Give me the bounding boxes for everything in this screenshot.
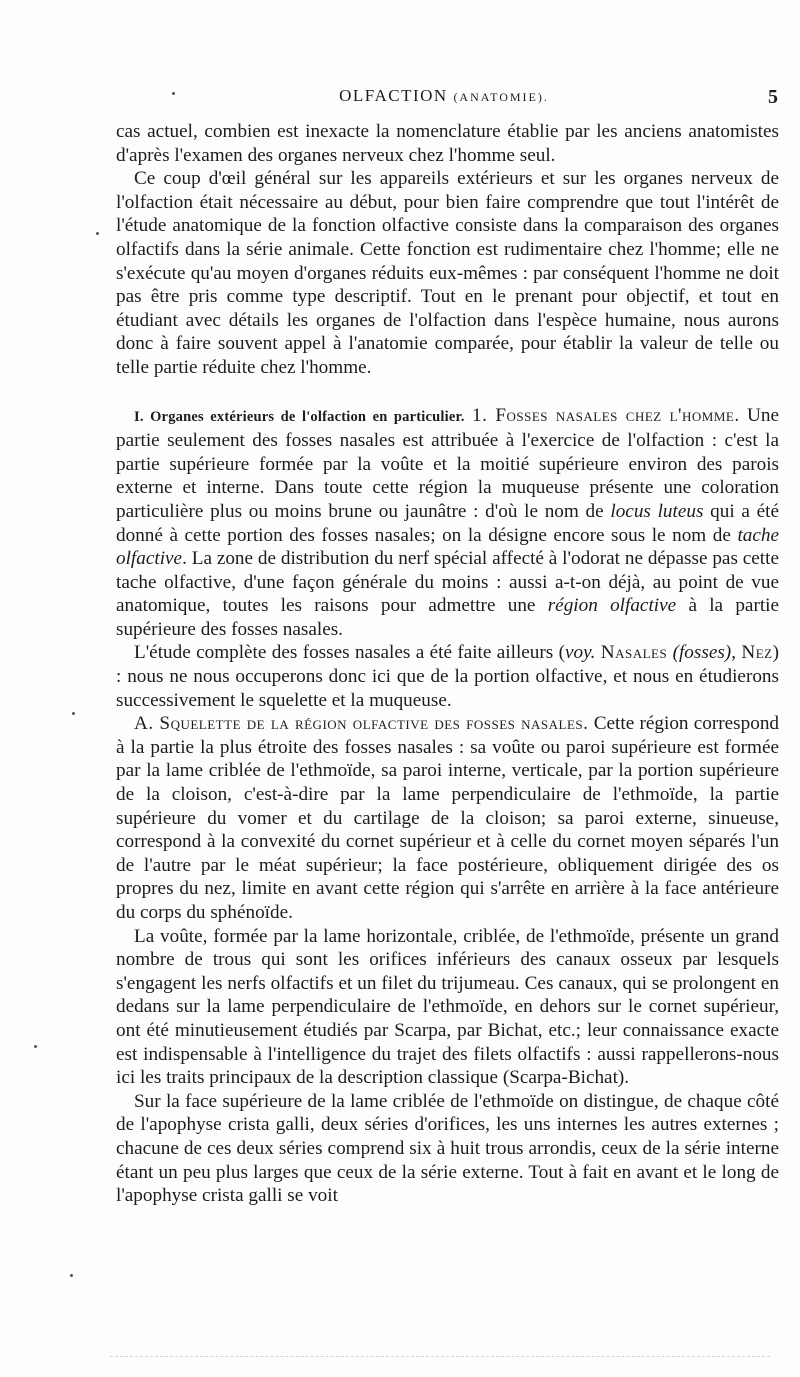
print-speck xyxy=(72,712,75,715)
cross-ref-fosses: (fosses) xyxy=(672,642,732,664)
paragraph-3 xyxy=(116,404,779,642)
paragraph-3-text-d: à la partie supérieure des fosses nasales. xyxy=(116,595,780,640)
section-gap xyxy=(116,380,779,404)
term-region-olfactive: région olfactive xyxy=(547,595,677,617)
term-locus-luteus: locus luteus xyxy=(610,500,704,522)
page-header xyxy=(110,86,778,114)
page-body xyxy=(116,120,779,1208)
cross-ref-separator: , xyxy=(731,642,736,664)
subsection-heading: 1. Fosses nasales chez l'homme. xyxy=(472,404,740,426)
paragraph-4 xyxy=(116,641,779,712)
page-bottom-marks xyxy=(110,1356,770,1361)
paragraph-3-text-b: qui a été donné à cette portion des fosses nasales; on la désigne encore sous le nom de xyxy=(116,500,779,546)
paragraph-4-text-a: L'étude complète des fosses nasales a été faite ailleurs ( xyxy=(134,642,565,664)
section-heading: I. Organes extérieurs de l'olfaction en particulier. xyxy=(134,408,465,425)
cross-ref-nasales: Nasales xyxy=(600,642,668,664)
running-title-main: OLFACTION xyxy=(339,86,448,105)
paragraph-4-text-b: ) : nous ne nous occuperons donc ici que de la portion olfactive, et nous en étudierons successivement le squelette et la muqueuse. xyxy=(116,642,779,711)
subsection-a-heading: A. Squelette de la région olfactive des fosses nasales. xyxy=(134,713,589,735)
print-speck xyxy=(34,1045,37,1048)
running-title-subtitle: (ANATOMIE). xyxy=(453,90,549,104)
paragraph-5-text: Cette région correspond à la partie la plus étroite des fosses nasales : sa voûte ou paroi supérieure est formée par la lame criblée de l'ethmoïde, sa paroi interne, verticale, par la portion supérieure de la cloison, c'est-à-dire par la lame perpendiculaire de l'ethmoïde, la partie supérieure du vomer et du cartilage de la cloison; sa paroi externe, sinueuse, correspond à la convexité du cornet supérieur et à celle du cornet moyen séparés l'un de l'autre par le méat supérieur; la face postérieure, obliquement dirigée des os propres du nez, limite en avant cette région qui s'arrête en arrière à la face antérieure du corps du sphénoïde. xyxy=(116,713,780,923)
paragraph-3-text-a: Une partie seulement des fosses nasales est attribuée à l'exercice de l'olfaction : c'est la partie supérieure formée par la voûte et la moitié supérieure environ des parois externe et interne. Dans toute cette région la muqueuse présente une coloration particulière plus ou moins brune ou jaunâtre : d'où le nom de xyxy=(116,404,780,522)
print-speck xyxy=(96,232,99,235)
running-title xyxy=(110,86,778,106)
term-tache-olfactive: tache olfactive xyxy=(116,524,779,570)
paragraph-7: Sur la face supérieure de la lame criblée de l'ethmoïde on distingue, de chaque côté de l'apophyse crista galli, deux séries d'orifices, les uns internes les autres externes ; chacune de ces deux séries comprend six à huit trous arrondis, ceux de la série interne étant un peu plus larges que ceux de la série externe. Tout à fait en avant et le long de l'apophyse crista galli se voit xyxy=(116,1090,779,1207)
cross-ref-voy: voy. xyxy=(565,642,596,664)
paragraph-1: cas actuel, combien est inexacte la nomenclature établie par les anciens anatomistes d'après l'examen des organes nerveux chez l'homme seul. xyxy=(116,121,779,166)
print-speck xyxy=(70,1274,73,1277)
paragraph-6: La voûte, formée par la lame horizontale, criblée, de l'ethmoïde, présente un grand nombre de trous qui sont les orifices inférieurs des canaux osseux par lesquels s'engagent les nerfs olfactifs et un filet du trijumeau. Ces canaux, qui se prolongent en dedans sur la lame perpendiculaire de l'ethmoïde, en dehors sur le cornet supérieur, ont été minutieusement étudiés par Scarpa, par Bichat, etc.; leur connaissance exacte est indispensable à l'intelligence du trajet des filets olfactifs : aussi rappellerons-nous ici les traits principaux de la description classique (Scarpa-Bichat). xyxy=(116,925,779,1089)
cross-ref-nez: Nez xyxy=(741,642,773,664)
page-number: 5 xyxy=(768,86,778,108)
paragraph-2: Ce coup d'œil général sur les appareils extérieurs et sur les organes nerveux de l'olfaction était nécessaire au début, pour bien faire comprendre que tout l'intérêt de l'étude anatomique de la fonction olfactive consiste dans la comparaison des organes olfactifs dans la série animale. Cette fonction est rudimentaire chez l'homme; elle ne s'exécute qu'au moyen d'organes réduits eux-mêmes : par conséquent l'homme ne doit pas être pris comme type descriptif. Tout en le prenant pour objectif, et tout en étudiant avec détails les organes de l'olfaction dans l'espèce humaine, nous aurons donc à faire souvent appel à l'anatomie comparée, pour établir la valeur de telle ou telle partie réduite chez l'homme. xyxy=(116,168,779,378)
paragraph-5 xyxy=(116,712,779,924)
paragraph-3-text-c: . La zone de distribution du nerf spécial affecté à l'odorat ne dépasse pas cette tache olfactive, d'une façon générale du moins : aussi a-t-on déjà, au point de vue anatomique, toutes les raisons pour admettre une xyxy=(116,548,779,617)
